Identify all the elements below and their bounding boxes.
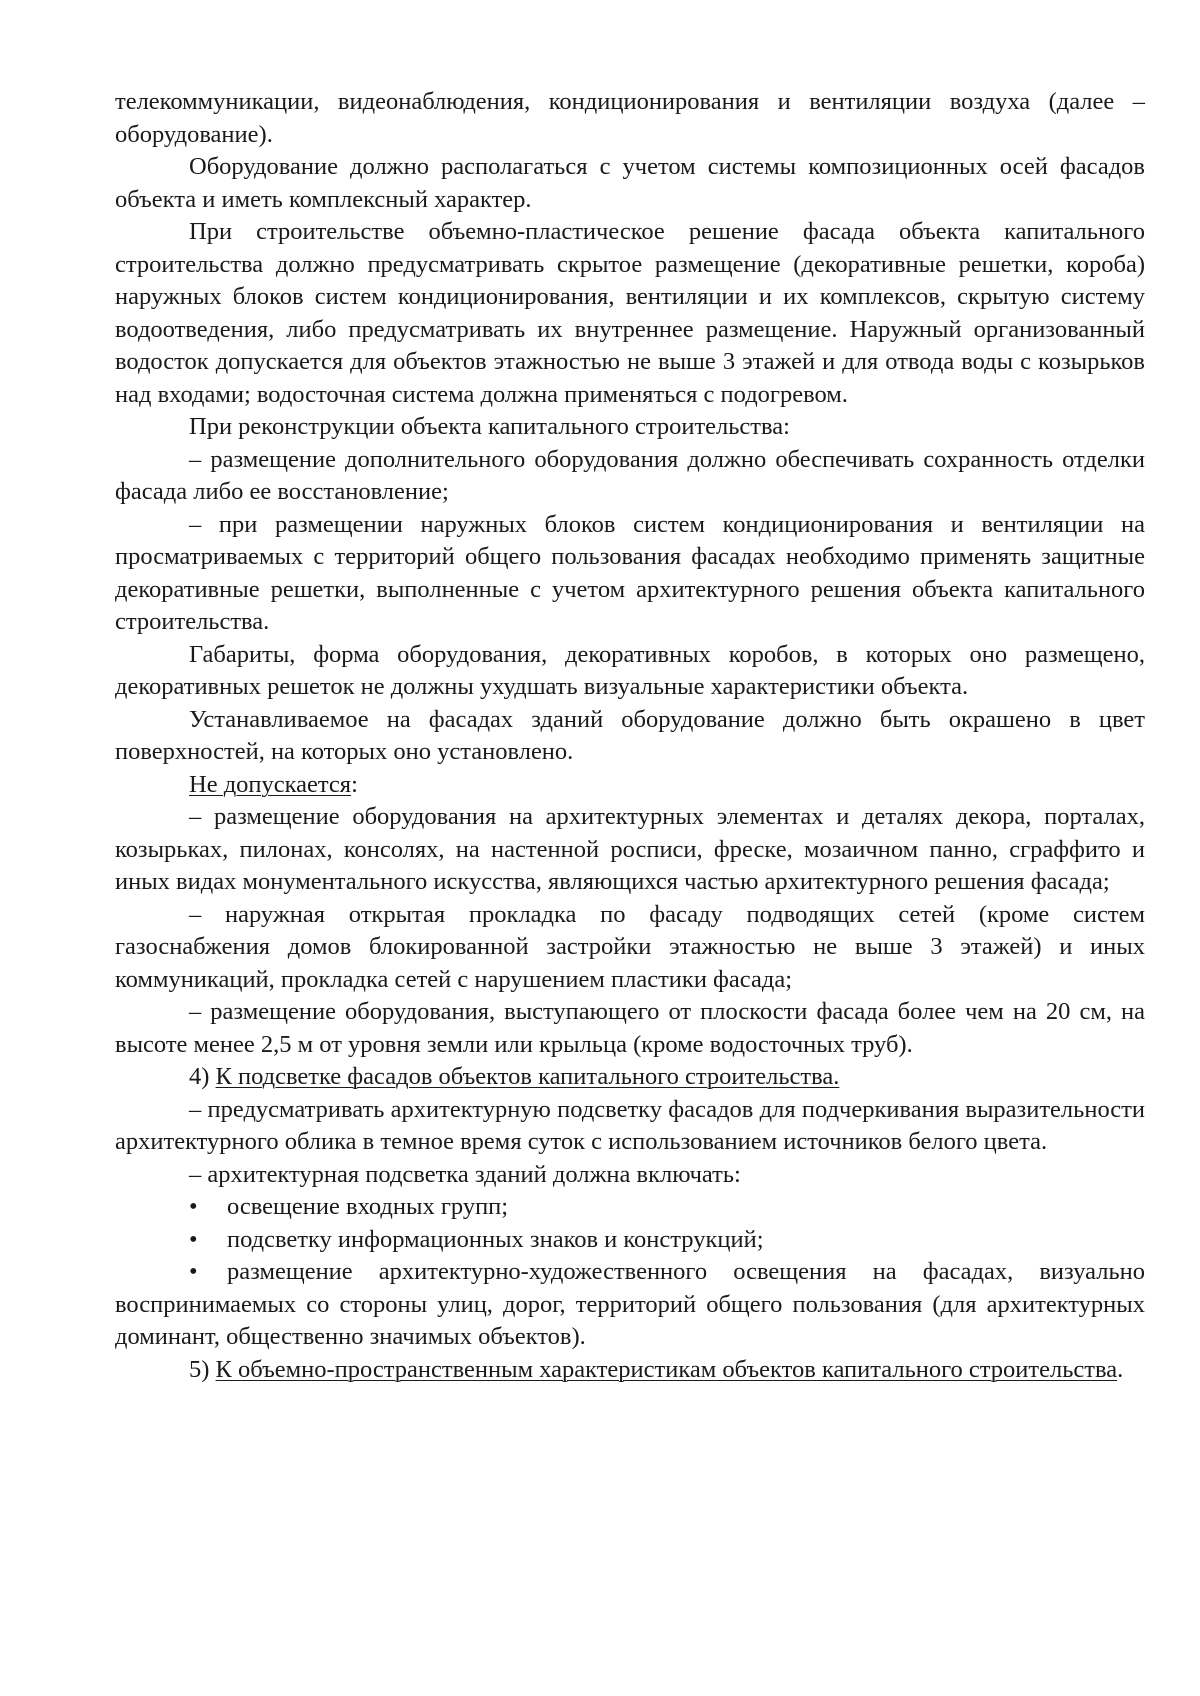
not-allowed-colon: :	[351, 770, 358, 798]
section-5-title: К объемно-пространственным характеристикам объектов капитального строительства	[215, 1355, 1118, 1383]
bullet-text-1: освещение входных групп;	[227, 1193, 509, 1220]
section-4-number: 4)	[189, 1063, 216, 1090]
paragraph-lighting-item-1: – предусматривать архитектурную подсветку фасадов для подчеркивания выразительности архитектурного облика в темное время суток с использованием источников белого цвета.	[115, 1095, 1145, 1155]
paragraph-not-allowed-item-1: – размещение оборудования на архитектурных элементах и деталях декора, порталах, козырьках, пилонах, консолях, на настенной росписи, фреске, мозаичном панно, сграффито и иных видах монументального искусства, являющихся частью архитектурного решения фасада;	[115, 803, 1145, 895]
bullet-item-3	[115, 1256, 1145, 1354]
paragraph-lighting-item-2: – архитектурная подсветка зданий должна включать:	[189, 1160, 741, 1188]
paragraph-not-allowed-item-3: – размещение оборудования, выступающего от плоскости фасада более чем на 20 см, на высоте менее 2,5 м от уровня земли или крыльца (кроме водосточных труб).	[115, 998, 1145, 1058]
section-4-heading	[115, 1061, 1145, 1094]
not-allowed-label: Не допускается	[189, 770, 352, 798]
bullet-text-3: размещение архитектурно-художественного освещения на фасадах, визуально воспринимаемых со стороны улиц, дорог, территорий общего пользования (для архитектурных доминант, общественно значимых объектов).	[115, 1258, 1145, 1350]
paragraph-equipment-definition: телекоммуникации, видеонаблюдения, кондиционирования и вентиляции воздуха (далее – оборудование).	[115, 88, 1145, 148]
bullet-item-2	[115, 1224, 1145, 1257]
section-5-period: .	[1117, 1355, 1124, 1383]
bullet-icon: •	[189, 1225, 198, 1253]
document-page	[115, 86, 1145, 1386]
section-5-number: 5)	[189, 1355, 216, 1383]
paragraph-reconstruction-item-1: – размещение дополнительного оборудования должно обеспечивать сохранность отделки фасада либо ее восстановление;	[115, 445, 1145, 505]
section-5-heading	[115, 1354, 1145, 1387]
paragraph-not-allowed-item-2: – наружная открытая прокладка по фасаду подводящих сетей (кроме систем газоснабжения домов блокированной застройки этажностью не выше 3 этажей) и иных коммуникаций, прокладка сетей с нарушением пластики фасада;	[115, 900, 1145, 993]
bullet-text-2: подсветку информационных знаков и конструкций;	[227, 1225, 764, 1253]
bullet-icon: •	[189, 1258, 198, 1285]
paragraph-reconstruction-item-2: – при размещении наружных блоков систем кондиционирования и вентиляции на просматриваемых с территорий общего пользования фасадах необходимо применять защитные декоративные решетки, выполненные с учетом архитектурного решения объекта капитального строительства.	[115, 510, 1145, 635]
paragraph-dimensions: Габариты, форма оборудования, декоративных коробов, в которых оно размещено, декоративных решеток не должны ухудшать визуальные характеристики объекта.	[115, 640, 1145, 700]
paragraph-construction-rules: При строительстве объемно-пластическое решение фасада объекта капитального строительства должно предусматривать скрытое размещение (декоративные решетки, короба) наружных блоков систем кондиционирования, вентиляции и их комплексов, скрытую систему водоотведения, либо предусматривать их внутреннее размещение. Наружный организованный водосток допускается для объектов этажностью не выше 3 этажей и для отвода воды с козырьков над входами; водосточная система должна применяться с подогревом.	[115, 218, 1145, 408]
paragraph-equipment-placement: Оборудование должно располагаться с учетом системы композиционных осей фасадов объекта и иметь комплексный характер.	[115, 153, 1145, 213]
section-4-title: К подсветке фасадов объектов капитального строительства.	[215, 1063, 840, 1090]
paragraph-reconstruction-heading: При реконструкции объекта капитального строительства:	[189, 413, 790, 440]
bullet-icon: •	[189, 1193, 198, 1220]
paragraph-color: Устанавливаемое на фасадах зданий оборудование должно быть окрашено в цвет поверхностей, на которых оно установлено.	[115, 705, 1145, 765]
bullet-item-1	[115, 1191, 1145, 1224]
paragraph-not-allowed-heading	[115, 769, 1145, 802]
